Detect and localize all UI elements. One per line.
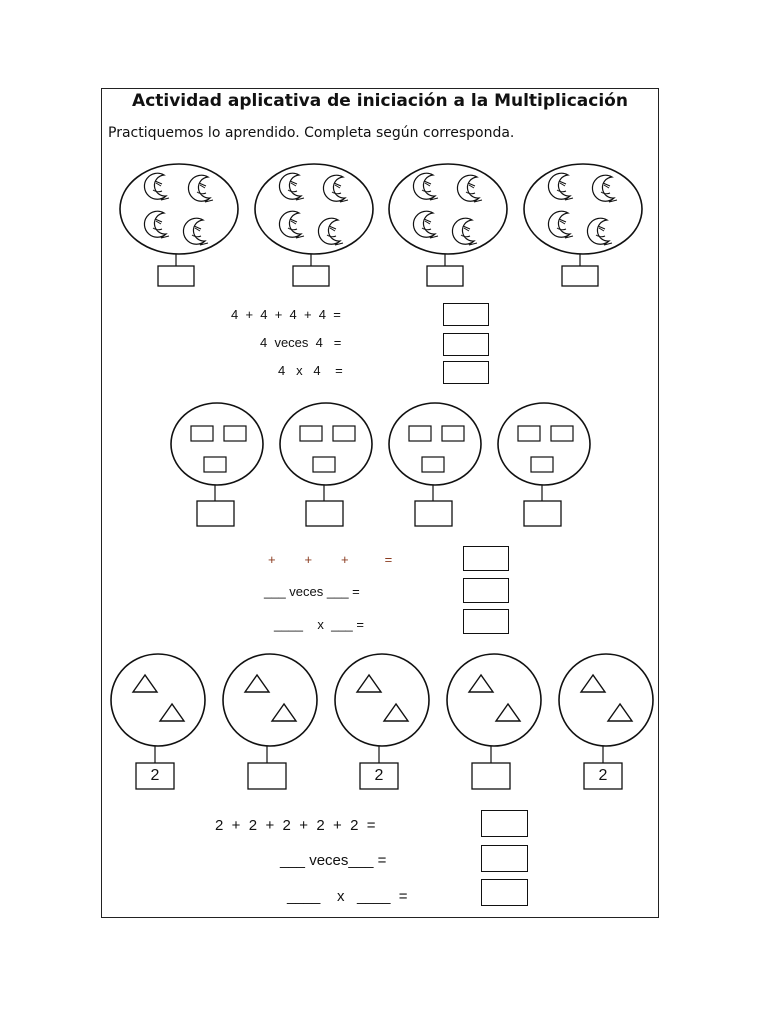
answer-box[interactable] bbox=[463, 546, 509, 571]
group-count-box bbox=[293, 266, 329, 286]
equation-multiplication: ____ x ____ = bbox=[287, 888, 408, 905]
equation-addition: 4 + 4 + 4 + 4 = bbox=[231, 307, 341, 322]
group-count-box bbox=[472, 763, 510, 789]
small-square-icon bbox=[422, 457, 444, 472]
equation-addition: 2 + 2 + 2 + 2 + 2 = bbox=[215, 817, 376, 834]
answer-box[interactable] bbox=[481, 845, 528, 872]
small-square-icon bbox=[313, 457, 335, 472]
group-count-box bbox=[524, 501, 561, 526]
group-count-box bbox=[415, 501, 452, 526]
square-group bbox=[389, 403, 481, 526]
section2-groups bbox=[171, 403, 590, 526]
equation-veces: ___ veces ___ = bbox=[264, 584, 360, 599]
equation-veces: ___ veces___ = bbox=[280, 852, 387, 869]
small-square-icon bbox=[518, 426, 540, 441]
answer-box[interactable] bbox=[443, 333, 489, 356]
answer-box[interactable] bbox=[443, 303, 489, 326]
answer-box[interactable] bbox=[481, 879, 528, 906]
group-count-value: 2 bbox=[598, 767, 608, 784]
small-square-icon bbox=[531, 457, 553, 472]
section1-groups bbox=[120, 164, 642, 286]
small-square-icon bbox=[224, 426, 246, 441]
equation-veces: 4 veces 4 = bbox=[260, 335, 342, 350]
group-count-value: 2 bbox=[150, 767, 160, 784]
worksheet-instructions: Practiquemos lo aprendido. Completa según corresponda. bbox=[108, 125, 515, 141]
answer-box[interactable] bbox=[463, 578, 509, 603]
worksheet-title: Actividad aplicativa de iniciación a la Multiplicación bbox=[132, 91, 628, 111]
group-count-box bbox=[197, 501, 234, 526]
group-count-box bbox=[427, 266, 463, 286]
equation-multiplication: 4 x 4 = bbox=[278, 363, 343, 378]
answer-box[interactable] bbox=[443, 361, 489, 384]
answer-box[interactable] bbox=[463, 609, 509, 634]
small-square-icon bbox=[551, 426, 573, 441]
moon-group bbox=[524, 164, 642, 286]
small-square-icon bbox=[409, 426, 431, 441]
small-square-icon bbox=[191, 426, 213, 441]
small-square-icon bbox=[204, 457, 226, 472]
equation-multiplication: ____ x ___ = bbox=[274, 617, 364, 632]
small-square-icon bbox=[333, 426, 355, 441]
group-count-box bbox=[306, 501, 343, 526]
square-group bbox=[280, 403, 372, 526]
group-count-box bbox=[248, 763, 286, 789]
group-count-box bbox=[562, 266, 598, 286]
equation-addition: + + + = bbox=[268, 552, 393, 567]
group-count-value: 2 bbox=[374, 767, 384, 784]
moon-group bbox=[120, 164, 238, 286]
square-group bbox=[498, 403, 590, 526]
moon-group bbox=[255, 164, 373, 286]
group-count-box bbox=[158, 266, 194, 286]
small-square-icon bbox=[300, 426, 322, 441]
moon-group bbox=[389, 164, 507, 286]
small-square-icon bbox=[442, 426, 464, 441]
triangle-group bbox=[447, 654, 541, 789]
answer-box[interactable] bbox=[481, 810, 528, 837]
square-group bbox=[171, 403, 263, 526]
triangle-group bbox=[223, 654, 317, 789]
